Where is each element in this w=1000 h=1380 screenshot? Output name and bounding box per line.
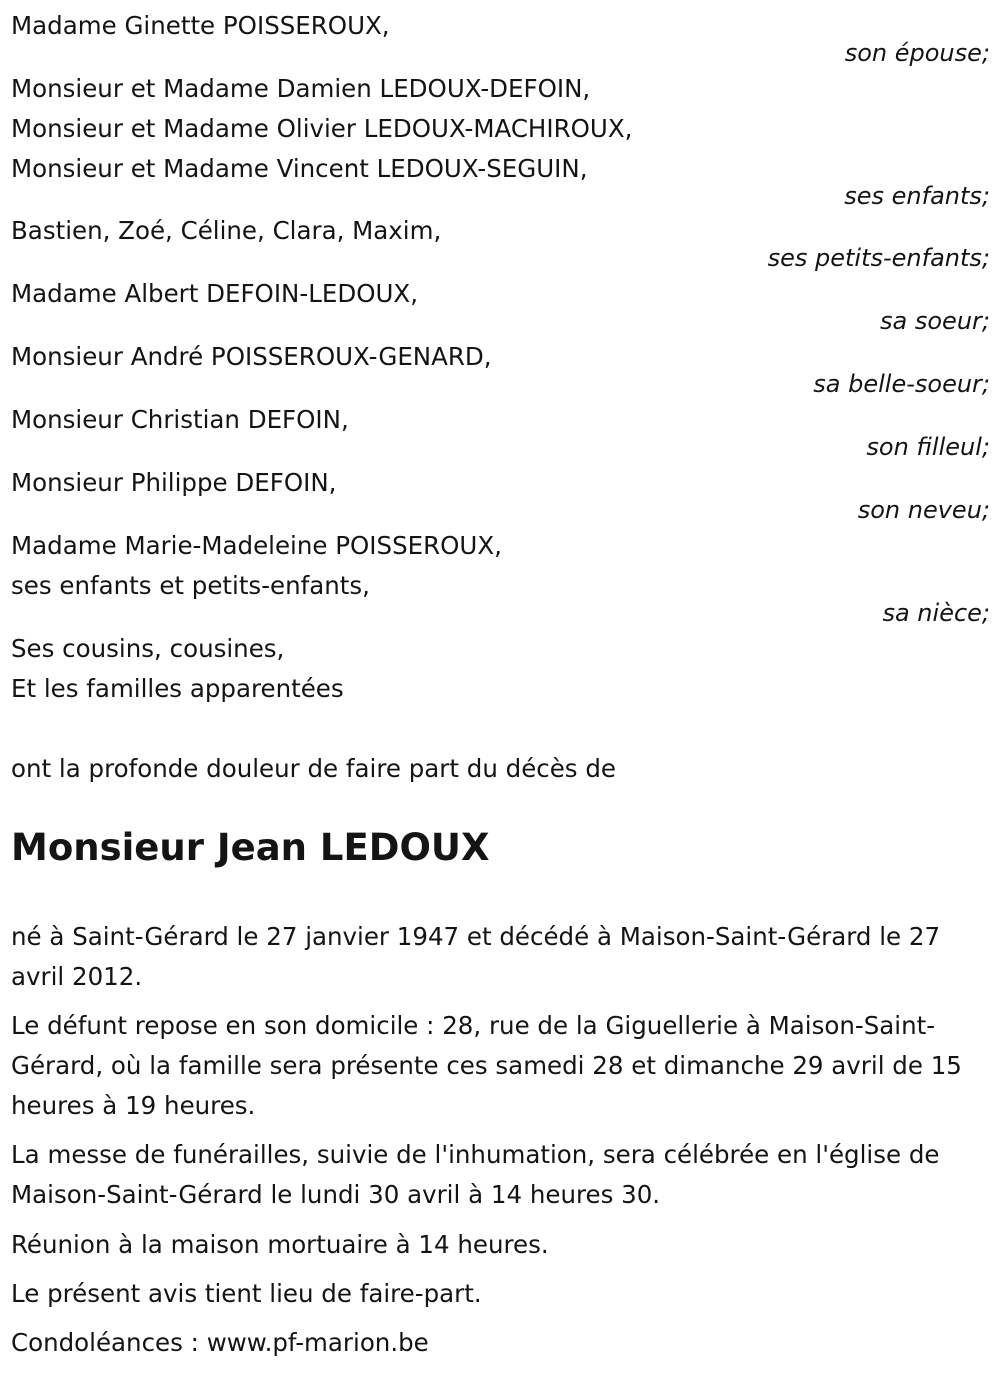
condolences-paragraph: Condoléances : www.pf-marion.be bbox=[11, 1328, 429, 1357]
family-group-sister-in-law bbox=[11, 337, 990, 397]
family-relation: ses enfants; bbox=[844, 182, 990, 210]
other-relatives-line: Ses cousins, cousines, bbox=[11, 634, 285, 663]
notice-paragraph: Le présent avis tient lieu de faire-part. bbox=[11, 1279, 482, 1308]
family-name-line: Madame Marie-Madeleine POISSEROUX, bbox=[11, 531, 502, 560]
family-relation: son filleul; bbox=[866, 433, 990, 461]
family-group-children bbox=[11, 69, 990, 209]
family-relation: sa nièce; bbox=[882, 599, 990, 627]
family-group-spouse bbox=[11, 6, 990, 66]
other-relatives-line: Et les familles apparentées bbox=[11, 674, 344, 703]
reunion-paragraph: Réunion à la maison mortuaire à 14 heures. bbox=[11, 1230, 549, 1259]
family-name-line: Monsieur et Madame Damien LEDOUX-DEFOIN, bbox=[11, 74, 591, 103]
repose-paragraph: Le défunt repose en son domicile : 28, rue de la Giguellerie à Maison-Saint-Gérard, où la famille sera présente ces samedi 28 et dimanche 29 avril de 15 heures à 19 heures. bbox=[11, 1011, 962, 1120]
family-relation: son neveu; bbox=[857, 496, 990, 524]
family-name-line: Madame Ginette POISSEROUX, bbox=[11, 11, 390, 40]
family-name-line: Monsieur Christian DEFOIN, bbox=[11, 405, 349, 434]
family-relation: sa belle-soeur; bbox=[813, 370, 990, 398]
family-name-line: Monsieur André POISSEROUX-GENARD, bbox=[11, 342, 492, 371]
family-name-line: Madame Albert DEFOIN-LEDOUX, bbox=[11, 279, 419, 308]
deceased-name: Monsieur Jean LEDOUX bbox=[11, 826, 490, 869]
family-group-godson bbox=[11, 400, 990, 460]
family-group-grandchildren bbox=[11, 211, 990, 271]
funeral-paragraph: La messe de funérailles, suivie de l'inhumation, sera célébrée en l'église de Maison-Saint-Gérard le lundi 30 avril à 14 heures 30. bbox=[11, 1140, 940, 1209]
family-name-line: Monsieur et Madame Vincent LEDOUX-SEGUIN, bbox=[11, 154, 588, 183]
family-relation: sa soeur; bbox=[880, 307, 990, 335]
family-group-nephew bbox=[11, 463, 990, 523]
family-relation: son épouse; bbox=[844, 39, 990, 67]
birth-death-paragraph: né à Saint-Gérard le 27 janvier 1947 et décédé à Maison-Saint-Gérard le 27 avril 2012. bbox=[11, 922, 941, 991]
family-name-line: ses enfants et petits-enfants, bbox=[11, 571, 370, 600]
announcement-text: ont la profonde douleur de faire part du décès de bbox=[11, 754, 616, 783]
family-group-niece bbox=[11, 526, 990, 626]
family-name-line: Monsieur et Madame Olivier LEDOUX-MACHIROUX, bbox=[11, 114, 633, 143]
family-name-line: Bastien, Zoé, Céline, Clara, Maxim, bbox=[11, 216, 442, 245]
family-relation: ses petits-enfants; bbox=[767, 244, 990, 272]
family-name-line: Monsieur Philippe DEFOIN, bbox=[11, 468, 337, 497]
other-relatives bbox=[11, 629, 990, 709]
family-group-sister bbox=[11, 274, 990, 334]
